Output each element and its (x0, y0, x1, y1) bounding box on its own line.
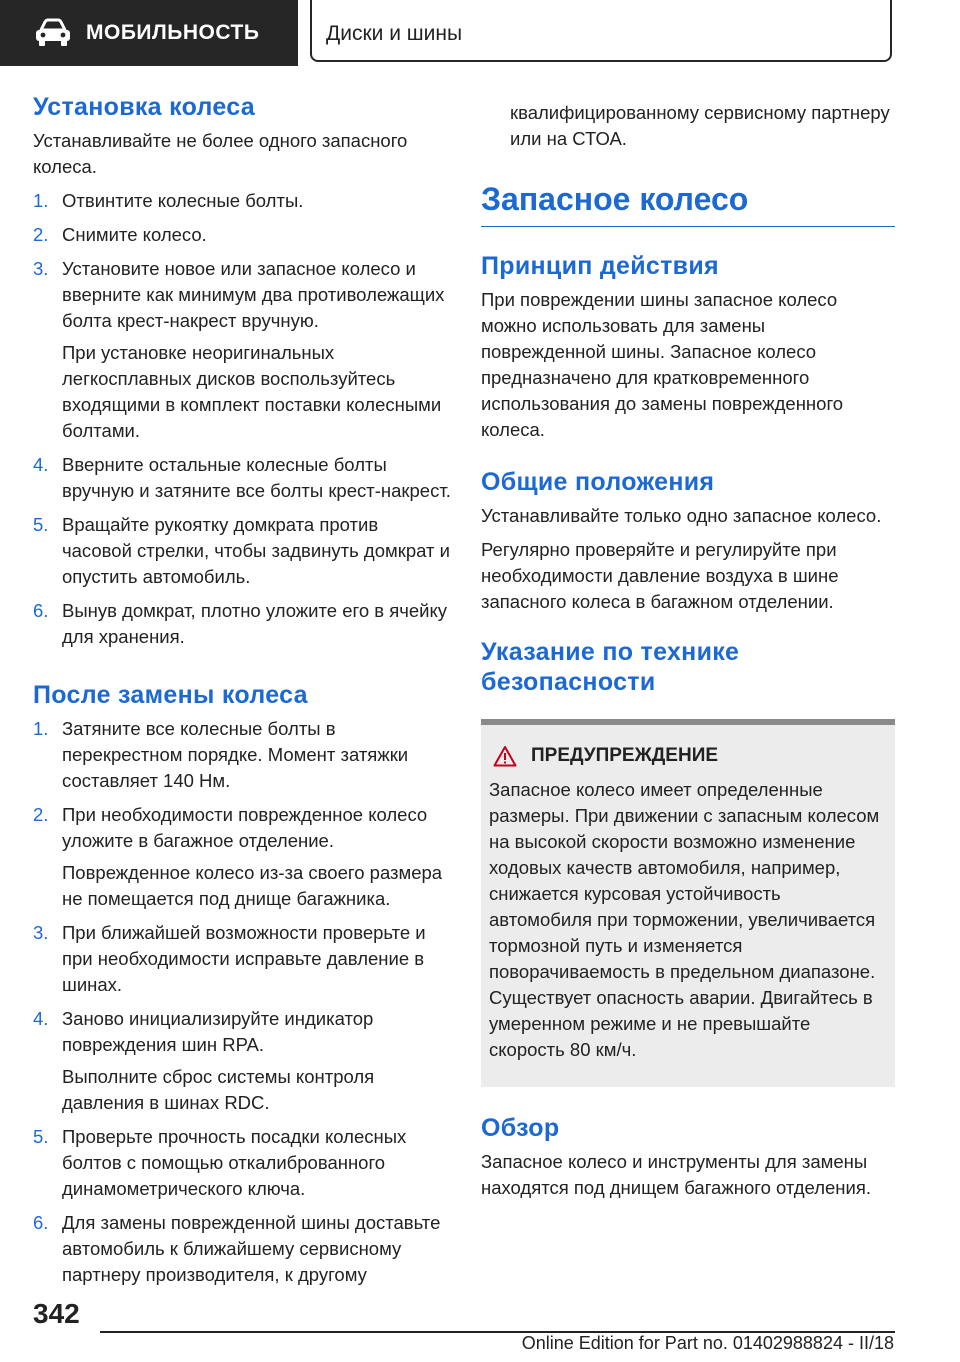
chapter-tab[interactable] (310, 0, 892, 62)
list-item: 5. Проверьте прочность посадки колесных болтов с помощью откалиброванного динамометрического ключа. (33, 1126, 407, 1199)
section-title-general: Общие положения (481, 468, 715, 497)
section-title-overview: Обзор (481, 1114, 560, 1143)
list-item: 6. Вынув домкрат, плотно уложите его в ячейку для хранения. (33, 600, 448, 647)
list-item: 2. Снимите колесо. (33, 224, 207, 245)
list-item: 3. При ближайшей возможности проверьте и при необходимости исправьте давление в шинах. (33, 922, 426, 995)
category-tab[interactable] (0, 0, 298, 66)
warning-title: ПРЕДУПРЕЖДЕНИЕ (531, 745, 719, 767)
principle-text: При повреждении шины запасное колесо можно использовать для замены поврежденной шины. Запасное колесо предназначено для кратковременного использования до замены поврежденного колеса. (481, 289, 844, 441)
edition-note: Online Edition for Part no. 01402988824 - II/18 (521, 1333, 894, 1353)
section-title-safety: Указание по технике безопасности (481, 638, 740, 697)
general-text-1: Устанавливайте только одно запасное колесо. (481, 505, 882, 527)
list-item: 3. Установите новое или запасное колесо и вверните как минимум два противолежащих болта крест-накрест вручную. При установке неоригинальных легкосплавных дисков воспользуйтесь входящими в комплект поставки колесными болтами. (33, 256, 451, 444)
section-title-wheel-install: Установка колеса (33, 93, 255, 121)
section-title-principle: Принцип действия (481, 252, 719, 281)
category-label: МОБИЛЬНОСТЬ (86, 21, 260, 44)
warning-text: Запасное колесо имеет определенные размеры. При движении с запасным колесом на высокой скорости возможно изменение ходовых качеств автомобиля, например, снижается курсовая устойчивость автомобиля при торможении, увеличивается тормозной путь и изменяется поворачиваемость в предельном диапазоне. Существует опасность аварии. Двигайтесь в умеренном режиме и не превышайте скорость 80 км/ч. (489, 779, 880, 1061)
overview-text: Запасное колесо и инструменты для замены находятся под днищем багажного отделения. (481, 1151, 871, 1199)
list-item-note: Поврежденное колесо из-за своего размера не помещается под днище багажника. (62, 862, 443, 909)
general-text-2: Регулярно проверяйте и регулируйте при необходимости давление воздуха в шине запасного колеса в багажном отделении. (481, 539, 839, 613)
list-item: 1. Затяните все колесные болты в перекрестном порядке. Момент затяжки составляет 140 Нм. (33, 718, 409, 791)
chapter-label: Диски и шины (326, 22, 463, 45)
car-icon (34, 18, 72, 48)
chapter-heading-spare-wheel: Запасное колесо (481, 181, 749, 217)
list-item: 4. Вверните остальные колесные болты вручную и затяните все болты крест-накрест. (33, 454, 451, 501)
left-column (33, 92, 451, 1296)
list-item: 4. Заново инициализируйте индикатор повреждения шин RPA. Выполните сброс системы контроля давления в шинах RDC. (33, 1006, 451, 1116)
page-header (0, 0, 960, 66)
install-steps-list (33, 188, 451, 650)
page-number: 342 (33, 1298, 80, 1329)
section-title-after-change: После замены колеса (33, 681, 308, 709)
warning-box (481, 719, 895, 1087)
list-item-note: При установке неоригинальных легкосплавных дисков воспользуйтесь входящими в комплект поставки колесными болтами. (62, 342, 442, 441)
list-item-note: Выполните сброс системы контроля давления в шинах RDC. (62, 1066, 375, 1113)
right-column (481, 100, 895, 1209)
after-change-list (33, 716, 451, 1288)
section-intro: Устанавливайте не более одного запасного колеса. (33, 130, 408, 177)
list-item: 2. При необходимости поврежденное колесо уложите в багажное отделение. Поврежденное колесо из-за своего размера не помещается под днище багажника. (33, 802, 451, 912)
list-item: 6. Для замены поврежденной шины доставьте автомобиль к ближайшему сервисному партнеру производителя, к другому (33, 1212, 441, 1285)
list-item: 1. Отвинтите колесные болты. (33, 190, 304, 211)
list-item: 5. Вращайте рукоятку домкрата против часовой стрелки, чтобы задвинуть домкрат и опустить автомобиль. (33, 514, 450, 587)
continued-text: квалифицированному сервисному партнеру или на СТОА. (510, 102, 890, 149)
warning-triangle-icon (493, 745, 517, 767)
